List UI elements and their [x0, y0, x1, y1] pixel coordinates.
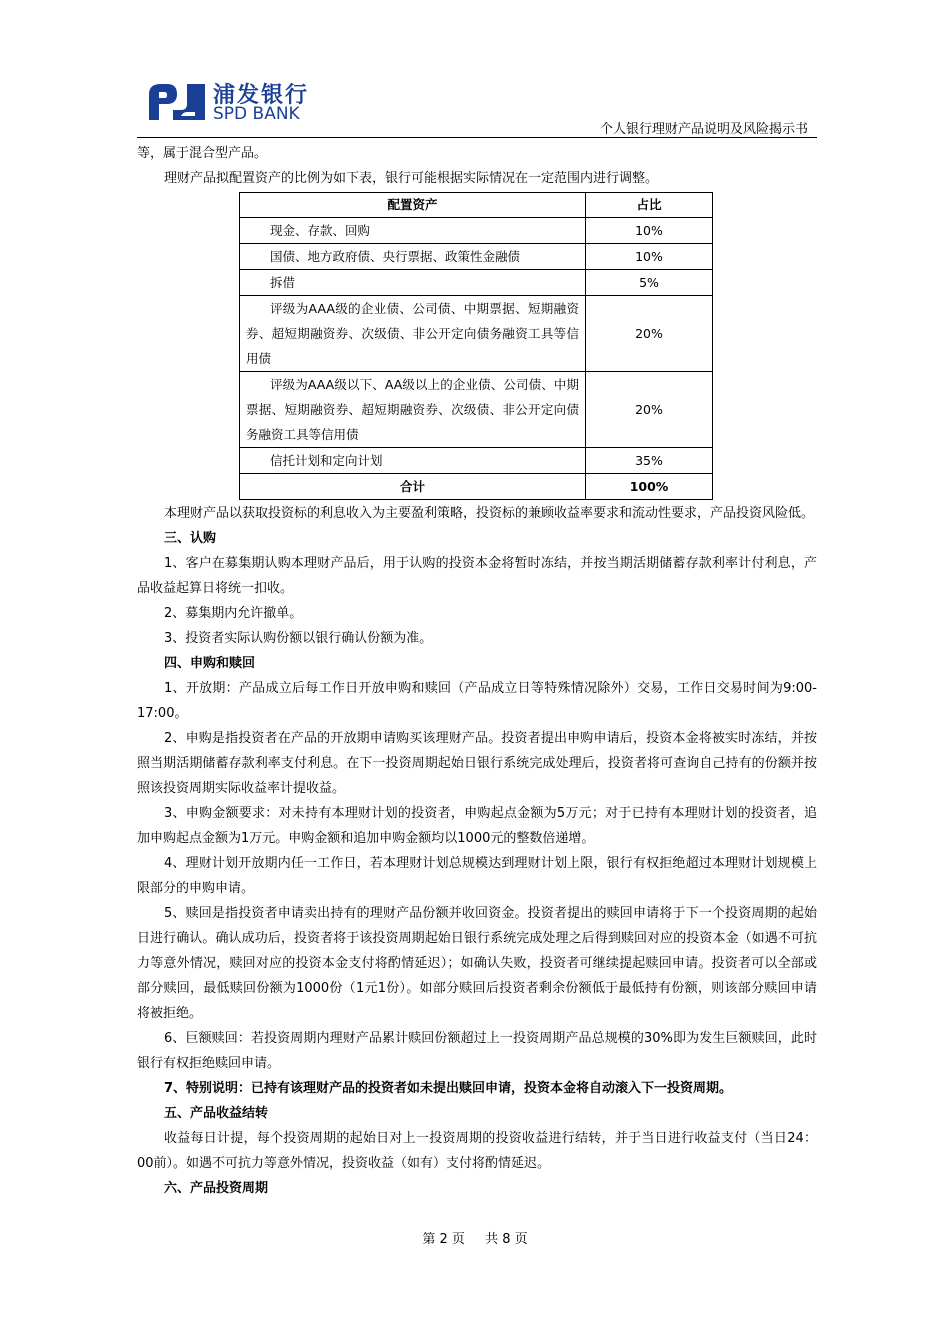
spd-bank-logo: [147, 78, 327, 126]
table-cell-ratio: 20%: [586, 296, 713, 372]
table-cell-asset: 现金、存款、回购: [240, 218, 586, 244]
paragraph-subscription-1: 1、客户在募集期认购本理财产品后，用于认购的投资本金将暂时冻结，并按当期活期储蓄存款利率计付利息，产品收益起算日将统一扣收。: [137, 556, 817, 596]
table-row: [240, 244, 713, 270]
table-cell-asset: 拆借: [240, 270, 586, 296]
paragraph-subscription-3: 3、投资者实际认购份额以银行确认份额为准。: [164, 631, 433, 646]
table-cell-asset: 国债、地方政府债、央行票据、政策性金融债: [240, 244, 586, 270]
paragraph-purchase-6: 6、巨额赎回：若投资周期内理财产品累计赎回份额超过上一投资周期产品总规模的30%即为发生巨额赎回，此时银行有权拒绝赎回申请。: [137, 1031, 817, 1071]
table-header-ratio: 占比: [586, 193, 713, 218]
table-row: [240, 448, 713, 474]
table-total-row: [240, 474, 713, 500]
paragraph-special-note: 7、特别说明：已持有该理财产品的投资者如未提出赎回申请，投资本金将自动滚入下一投资周期。: [164, 1081, 733, 1096]
table-cell-ratio: 10%: [586, 244, 713, 270]
section-heading-investment-period: 六、产品投资周期: [164, 1181, 269, 1196]
page-number-total: 共 8 页: [485, 1232, 528, 1247]
table-row: [240, 218, 713, 244]
table-cell-ratio: 35%: [586, 448, 713, 474]
section-heading-subscription: 三、认购: [164, 531, 217, 546]
section-heading-purchase-redemption: 四、申购和赎回: [164, 656, 256, 671]
table-header-row: [240, 193, 713, 218]
logo-english-name: SPD BANK: [213, 104, 300, 124]
table-cell-asset: 评级为AAA级的企业债、公司债、中期票据、短期融资券、超短期融资券、次级债、非公开定向债务融资工具等信用债: [240, 296, 586, 372]
paragraph-subscription-2: 2、募集期内允许撤单。: [164, 606, 303, 621]
paragraph-purchase-3: 3、申购金额要求：对未持有本理财计划的投资者，申购起点金额为5万元；对于已持有本理财计划的投资者，追加申购起点金额为1万元。申购金额和追加申购金额均以1000元的整数倍递增。: [137, 806, 817, 846]
paragraph-allocation-intro: 理财产品拟配置资产的比例为如下表，银行可能根据实际情况在一定范围内进行调整。: [164, 171, 659, 186]
paragraph-purchase-2: 2、申购是指投资者在产品的开放期申请购买该理财产品。投资者提出申购申请后，投资本金将被实时冻结，并按照当期活期储蓄存款利率支付利息。在下一投资周期起始日银行系统完成处理后，投资者将可查询自己持有的份额并按照该投资周期实际收益率计提收益。: [137, 731, 817, 796]
table-row: [240, 270, 713, 296]
table-total-value: 100%: [586, 474, 713, 500]
table-header-asset: 配置资产: [240, 193, 586, 218]
page-footer: [0, 1228, 950, 1247]
table-total-label: 合计: [240, 474, 586, 500]
document-body: [137, 141, 817, 1201]
asset-allocation-table: [239, 192, 713, 500]
page-number-current: 第 2 页: [422, 1232, 465, 1247]
table-cell-ratio: 10%: [586, 218, 713, 244]
table-cell-asset: 信托计划和定向计划: [240, 448, 586, 474]
logo-chinese-name: 浦发银行: [213, 83, 310, 108]
table-cell-ratio: 5%: [586, 270, 713, 296]
table-row: [240, 296, 713, 372]
header-divider: [137, 137, 817, 138]
section-heading-income-settlement: 五、产品收益结转: [164, 1106, 269, 1121]
paragraph-purchase-1: 1、开放期：产品成立后每工作日开放申购和赎回（产品成立日等特殊情况除外）交易，工作日交易时间为9:00-17:00。: [137, 681, 817, 721]
paragraph-continued: 等，属于混合型产品。: [137, 146, 268, 161]
paragraph-purchase-5: 5、赎回是指投资者申请卖出持有的理财产品份额并收回资金。投资者提出的赎回申请将于下一个投资周期的起始日进行确认。确认成功后，投资者将于该投资周期起始日银行系统完成处理之后得到赎回对应的投资本金（如遇不可抗力等意外情况，赎回对应的投资本金支付将酌情延迟）；如确认失败，投资者可继续提起赎回申请。投资者可以全部或部分赎回，最低赎回份额为1000份（1元1份）。如部分赎回后投资者剩余份额低于最低持有份额，则该部分赎回申请将被拒绝。: [137, 906, 817, 1021]
paragraph-income-settlement: 收益每日计提，每个投资周期的起始日对上一投资周期的投资收益进行结转，并于当日进行收益支付（当日24：00前）。如遇不可抗力等意外情况，投资收益（如有）支付将酌情延迟。: [137, 1131, 817, 1171]
paragraph-purchase-4: 4、理财计划开放期内任一工作日，若本理财计划总规模达到理财计划上限，银行有权拒绝超过本理财计划规模上限部分的申购申请。: [137, 856, 817, 896]
spd-logo-icon: [147, 80, 207, 124]
table-cell-ratio: 20%: [586, 372, 713, 448]
table-cell-asset: 评级为AAA级以下、AA级以上的企业债、公司债、中期票据、短期融资券、超短期融资券、次级债、非公开定向债务融资工具等信用债: [240, 372, 586, 448]
document-title: 个人银行理财产品说明及风险揭示书: [599, 122, 808, 137]
table-row: [240, 372, 713, 448]
paragraph-strategy: 本理财产品以获取投资标的利息收入为主要盈利策略，投资标的兼顾收益率要求和流动性要求，产品投资风险低。: [164, 506, 815, 521]
